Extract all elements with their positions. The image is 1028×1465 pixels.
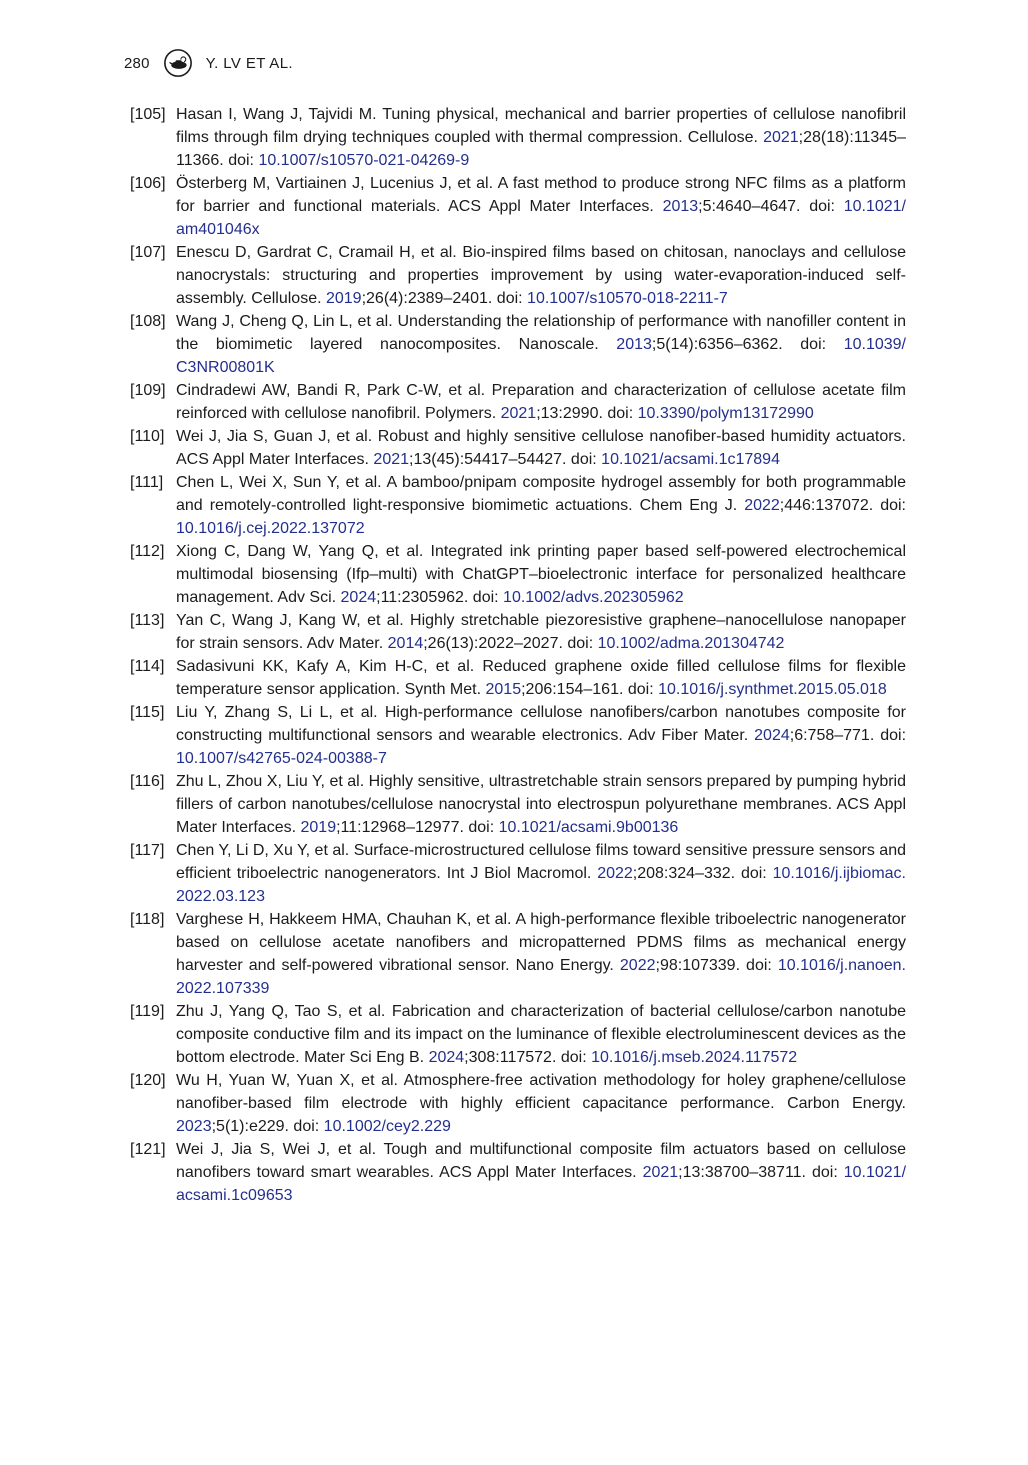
reference-number: [110]	[130, 428, 165, 445]
year-link[interactable]: 2021	[500, 405, 537, 422]
reference-number: [105]	[130, 106, 166, 123]
reference-item	[130, 310, 906, 379]
reference-item	[130, 379, 906, 425]
reference-number: [109]	[130, 382, 166, 399]
reference-text	[176, 471, 906, 540]
reference-item	[130, 540, 906, 609]
reference-number: [117]	[130, 842, 165, 859]
reference-citation-text: Yan C, Wang J, Kang W, et al. Highly stretchable piezoresistive graphene–nanocellulose nanopaper for strain sensors. Adv Mater.	[176, 612, 906, 652]
reference-number: [118]	[130, 911, 165, 928]
reference-item	[130, 471, 906, 540]
reference-text	[176, 310, 906, 379]
reference-text	[176, 241, 906, 310]
doi-link[interactable]: 10.​1007/​s42765-024-00388-7	[176, 750, 387, 767]
reference-text	[176, 770, 906, 839]
reference-citation-text: ;208:324–332. doi:	[632, 865, 773, 882]
reference-citation-text: Wang J, Cheng Q, Lin L, et al. Understanding the relationship of performance with nanofiller content in the biomimetic layered nanocomposites. Nanoscale.	[176, 313, 906, 353]
doi-link[interactable]: 10.​1021/​acsami.​1c17894	[601, 451, 780, 468]
reference-text	[176, 701, 906, 770]
reference-text	[176, 540, 906, 609]
year-link[interactable]: 2024	[340, 589, 377, 606]
reference-citation-text: ;26(4):2389–2401. doi:	[361, 290, 528, 307]
reference-citation-text: Wu H, Yuan W, Yuan X, et al. Atmosphere-free activation methodology for holey graphene/cellulose nanofiber-based film electrode with highly efficient capacitance performance. Carbon Energy.	[176, 1072, 906, 1112]
reference-citation-text: ;5:4640–4647. doi:	[698, 198, 844, 215]
reference-text	[176, 1069, 906, 1138]
reference-number: [111]	[130, 474, 164, 491]
doi-link[interactable]: 10.​1016/​j.​cej.​2022.​137072	[176, 520, 365, 537]
doi-link[interactable]: 10.​1016/​j.​ijbiomac.​2022.​03.​123	[176, 865, 906, 905]
year-link[interactable]: 2024	[428, 1049, 465, 1066]
doi-link[interactable]: 10.​1007/​s10570-021-04269-9	[258, 152, 470, 169]
year-link[interactable]: 2014	[387, 635, 424, 652]
year-link[interactable]: 2019	[325, 290, 362, 307]
reference-citation-text: ;28(18):11345–11366. doi:	[176, 129, 906, 169]
reference-item	[130, 1138, 906, 1207]
reference-number: [108]	[130, 313, 166, 330]
reference-text	[176, 1138, 906, 1207]
doi-link[interactable]: 10.​1039/​C3NR00801K	[176, 336, 906, 376]
reference-item	[130, 1069, 906, 1138]
reference-number: [106]	[130, 175, 166, 192]
reference-citation-text: Hasan I, Wang J, Tajvidi M. Tuning physical, mechanical and barrier properties of cellulose nanofibril films through film drying techniques coupled with thermal compression. Cellulose.	[176, 106, 906, 146]
year-link[interactable]: 2021	[373, 451, 410, 468]
reference-text	[176, 1000, 906, 1069]
reference-text	[176, 425, 906, 471]
reference-item	[130, 701, 906, 770]
doi-link[interactable]: 10.​1007/​s10570-018-2211-7	[527, 290, 728, 307]
reference-text	[176, 655, 906, 701]
doi-link[interactable]: 10.​1021/​acsami.​1c09653	[176, 1164, 907, 1204]
doi-link[interactable]: 10.​3390/​polym13172990	[637, 405, 814, 422]
reference-item	[130, 425, 906, 471]
doi-link[interactable]: 10.​1002/​cey2.​229	[323, 1118, 451, 1135]
reference-citation-text: ;26(13):2022–2027. doi:	[423, 635, 598, 652]
reference-item	[130, 655, 906, 701]
reference-number: [116]	[130, 773, 165, 790]
doi-link[interactable]: 10.​1016/​j.​mseb.​2024.​117572	[591, 1049, 798, 1066]
reference-number: [120]	[130, 1072, 166, 1089]
year-link[interactable]: 2013	[662, 198, 699, 215]
reference-text	[176, 103, 906, 172]
doi-link[interactable]: 10.​1002/​advs.​202305962	[503, 589, 684, 606]
year-link[interactable]: 2013	[616, 336, 652, 353]
year-link[interactable]: 2021	[642, 1164, 679, 1181]
reference-text	[176, 379, 906, 425]
reference-citation-text: Wei J, Jia S, Guan J, et al. Robust and highly sensitive cellulose nanofiber-based humidity actuators. ACS Appl Mater Interfaces.	[176, 428, 906, 468]
doi-link[interactable]: 10.​1016/​j.​nanoen.​2022.​107339	[176, 957, 906, 997]
reference-citation-text: ;5(14):6356–6362. doi:	[651, 336, 844, 353]
reference-citation-text: Chen L, Wei X, Sun Y, et al. A bamboo/pnipam composite hydrogel assembly for both programmable and remotely-controlled light-responsive biomimetic actuations. Chem Eng J.	[176, 474, 906, 514]
page-number: 280	[124, 54, 150, 72]
doi-link[interactable]: 10.​1002/​adma.​201304742	[597, 635, 785, 652]
reference-citation-text: Enescu D, Gardrat C, Cramail H, et al. Bio-inspired films based on chitosan, nanoclays and cellulose nanocrystals: structuring and properties improvement by using water-evaporation-induced self-assembly. Cellulose.	[176, 244, 906, 307]
year-link[interactable]: 2015	[485, 681, 522, 698]
reference-number: [113]	[130, 612, 165, 629]
reference-number: [119]	[130, 1003, 165, 1020]
reference-citation-text: ;13:2990. doi:	[536, 405, 638, 422]
reference-citation-text: ;13(45):54417–54427. doi:	[409, 451, 602, 468]
reference-number: [115]	[130, 704, 165, 721]
reference-item	[130, 609, 906, 655]
year-link[interactable]: 2022	[619, 957, 656, 974]
reference-citation-text: ;98:107339. doi:	[655, 957, 778, 974]
reference-number: [114]	[130, 658, 165, 675]
reference-citation-text: ;11:2305962. doi:	[376, 589, 504, 606]
reference-item	[130, 103, 906, 172]
reference-number: [121]	[130, 1141, 166, 1158]
reference-number: [107]	[130, 244, 166, 261]
reference-citation-text: Sadasivuni KK, Kafy A, Kim H-C, et al. Reduced graphene oxide filled cellulose films for flexible temperature sensor application. Synth Met.	[176, 658, 906, 698]
doi-link[interactable]: 10.​1021/​acsami.​9b00136	[498, 819, 679, 836]
reference-text	[176, 908, 906, 1000]
reference-number: [112]	[130, 543, 165, 560]
reference-item	[130, 839, 906, 908]
reference-citation-text: Xiong C, Dang W, Yang Q, et al. Integrated ink printing paper based self-powered electrochemical multimodal biosensing (Ifp–multi) with ChatGPT–bioelectronic interface for personalized healthcare management. Adv Sci.	[176, 543, 906, 606]
reference-item	[130, 241, 906, 310]
reference-text	[176, 839, 906, 908]
reference-list	[130, 103, 906, 1207]
reference-citation-text: Österberg M, Vartiainen J, Lucenius J, et al. A fast method to produce strong NFC films as a platform for barrier and functional materials. ACS Appl Mater Interfaces.	[176, 175, 906, 215]
reference-citation-text: Zhu J, Yang Q, Tao S, et al. Fabrication and characterization of bacterial cellulose/carbon nanotube composite conductive film and its impact on the luminance of flexible electroluminescent devices as the bottom electrode. Mater Sci Eng B.	[176, 1003, 906, 1066]
year-link[interactable]: 2022	[744, 497, 780, 514]
reference-item	[130, 770, 906, 839]
reference-item	[130, 1000, 906, 1069]
reference-citation-text: Wei J, Jia S, Wei J, et al. Tough and multifunctional composite film actuators based on cellulose nanofibers toward smart wearables. ACS Appl Mater Interfaces.	[176, 1141, 906, 1181]
doi-link[interactable]: 10.​1016/​j.​synthmet.​2015.​05.​018	[658, 681, 887, 698]
reference-citation-text: Liu Y, Zhang S, Li L, et al. High-performance cellulose nanofibers/carbon nanotubes composite for constructing multifunctional sensors and wearable electronics. Adv Fiber Mater.	[176, 704, 906, 744]
reference-citation-text: Chen Y, Li D, Xu Y, et al. Surface-microstructured cellulose films toward sensitive pressure sensors and efficient triboelectric nanogenerators. Int J Biol Macromol.	[176, 842, 906, 882]
reference-citation-text: ;5(1):e229. doi:	[211, 1118, 324, 1135]
year-link[interactable]: 2021	[763, 129, 799, 146]
reference-item	[130, 908, 906, 1000]
reference-citation-text: Zhu L, Zhou X, Liu Y, et al. Highly sensitive, ultrastretchable strain sensors prepared by pumping hybrid fillers of carbon nanotubes/cellulose nanocrystal into electrospun polyurethane membranes. ACS Appl Mater Interfaces.	[176, 773, 906, 836]
reference-citation-text: ;308:117572. doi:	[464, 1049, 592, 1066]
year-link[interactable]: 2023	[176, 1118, 212, 1135]
reference-citation-text: ;446:137072. doi:	[779, 497, 906, 514]
reference-citation-text: Varghese H, Hakkeem HMA, Chauhan K, et al. A high-performance flexible triboelectric nanogenerator based on cellulose acetate nanofibers and micropatterned PDMS films as mechanical energy harvester and self-powered vibrational sensor. Nano Energy.	[176, 911, 906, 974]
running-head: Y. LV ET AL.	[205, 54, 293, 72]
taylor-francis-lamp-logo-icon	[163, 48, 193, 78]
reference-citation-text: ;11:12968–12977. doi:	[336, 819, 499, 836]
reference-citation-text: ;13:38700–38711. doi:	[678, 1164, 844, 1181]
year-link[interactable]: 2019	[300, 819, 337, 836]
reference-citation-text: Cindradewi AW, Bandi R, Park C-W, et al. Preparation and characterization of cellulose acetate film reinforced with cellulose nanofibril. Polymers.	[176, 382, 906, 422]
reference-item	[130, 172, 906, 241]
page-header	[124, 48, 293, 78]
year-link[interactable]: 2022	[597, 865, 633, 882]
year-link[interactable]: 2024	[754, 727, 790, 744]
reference-text	[176, 172, 906, 241]
doi-link[interactable]: 10.​1021/​am401046x	[176, 198, 906, 238]
reference-citation-text: ;206:154–161. doi:	[521, 681, 659, 698]
reference-text	[176, 609, 906, 655]
reference-citation-text: ;6:758–771. doi:	[789, 727, 907, 744]
